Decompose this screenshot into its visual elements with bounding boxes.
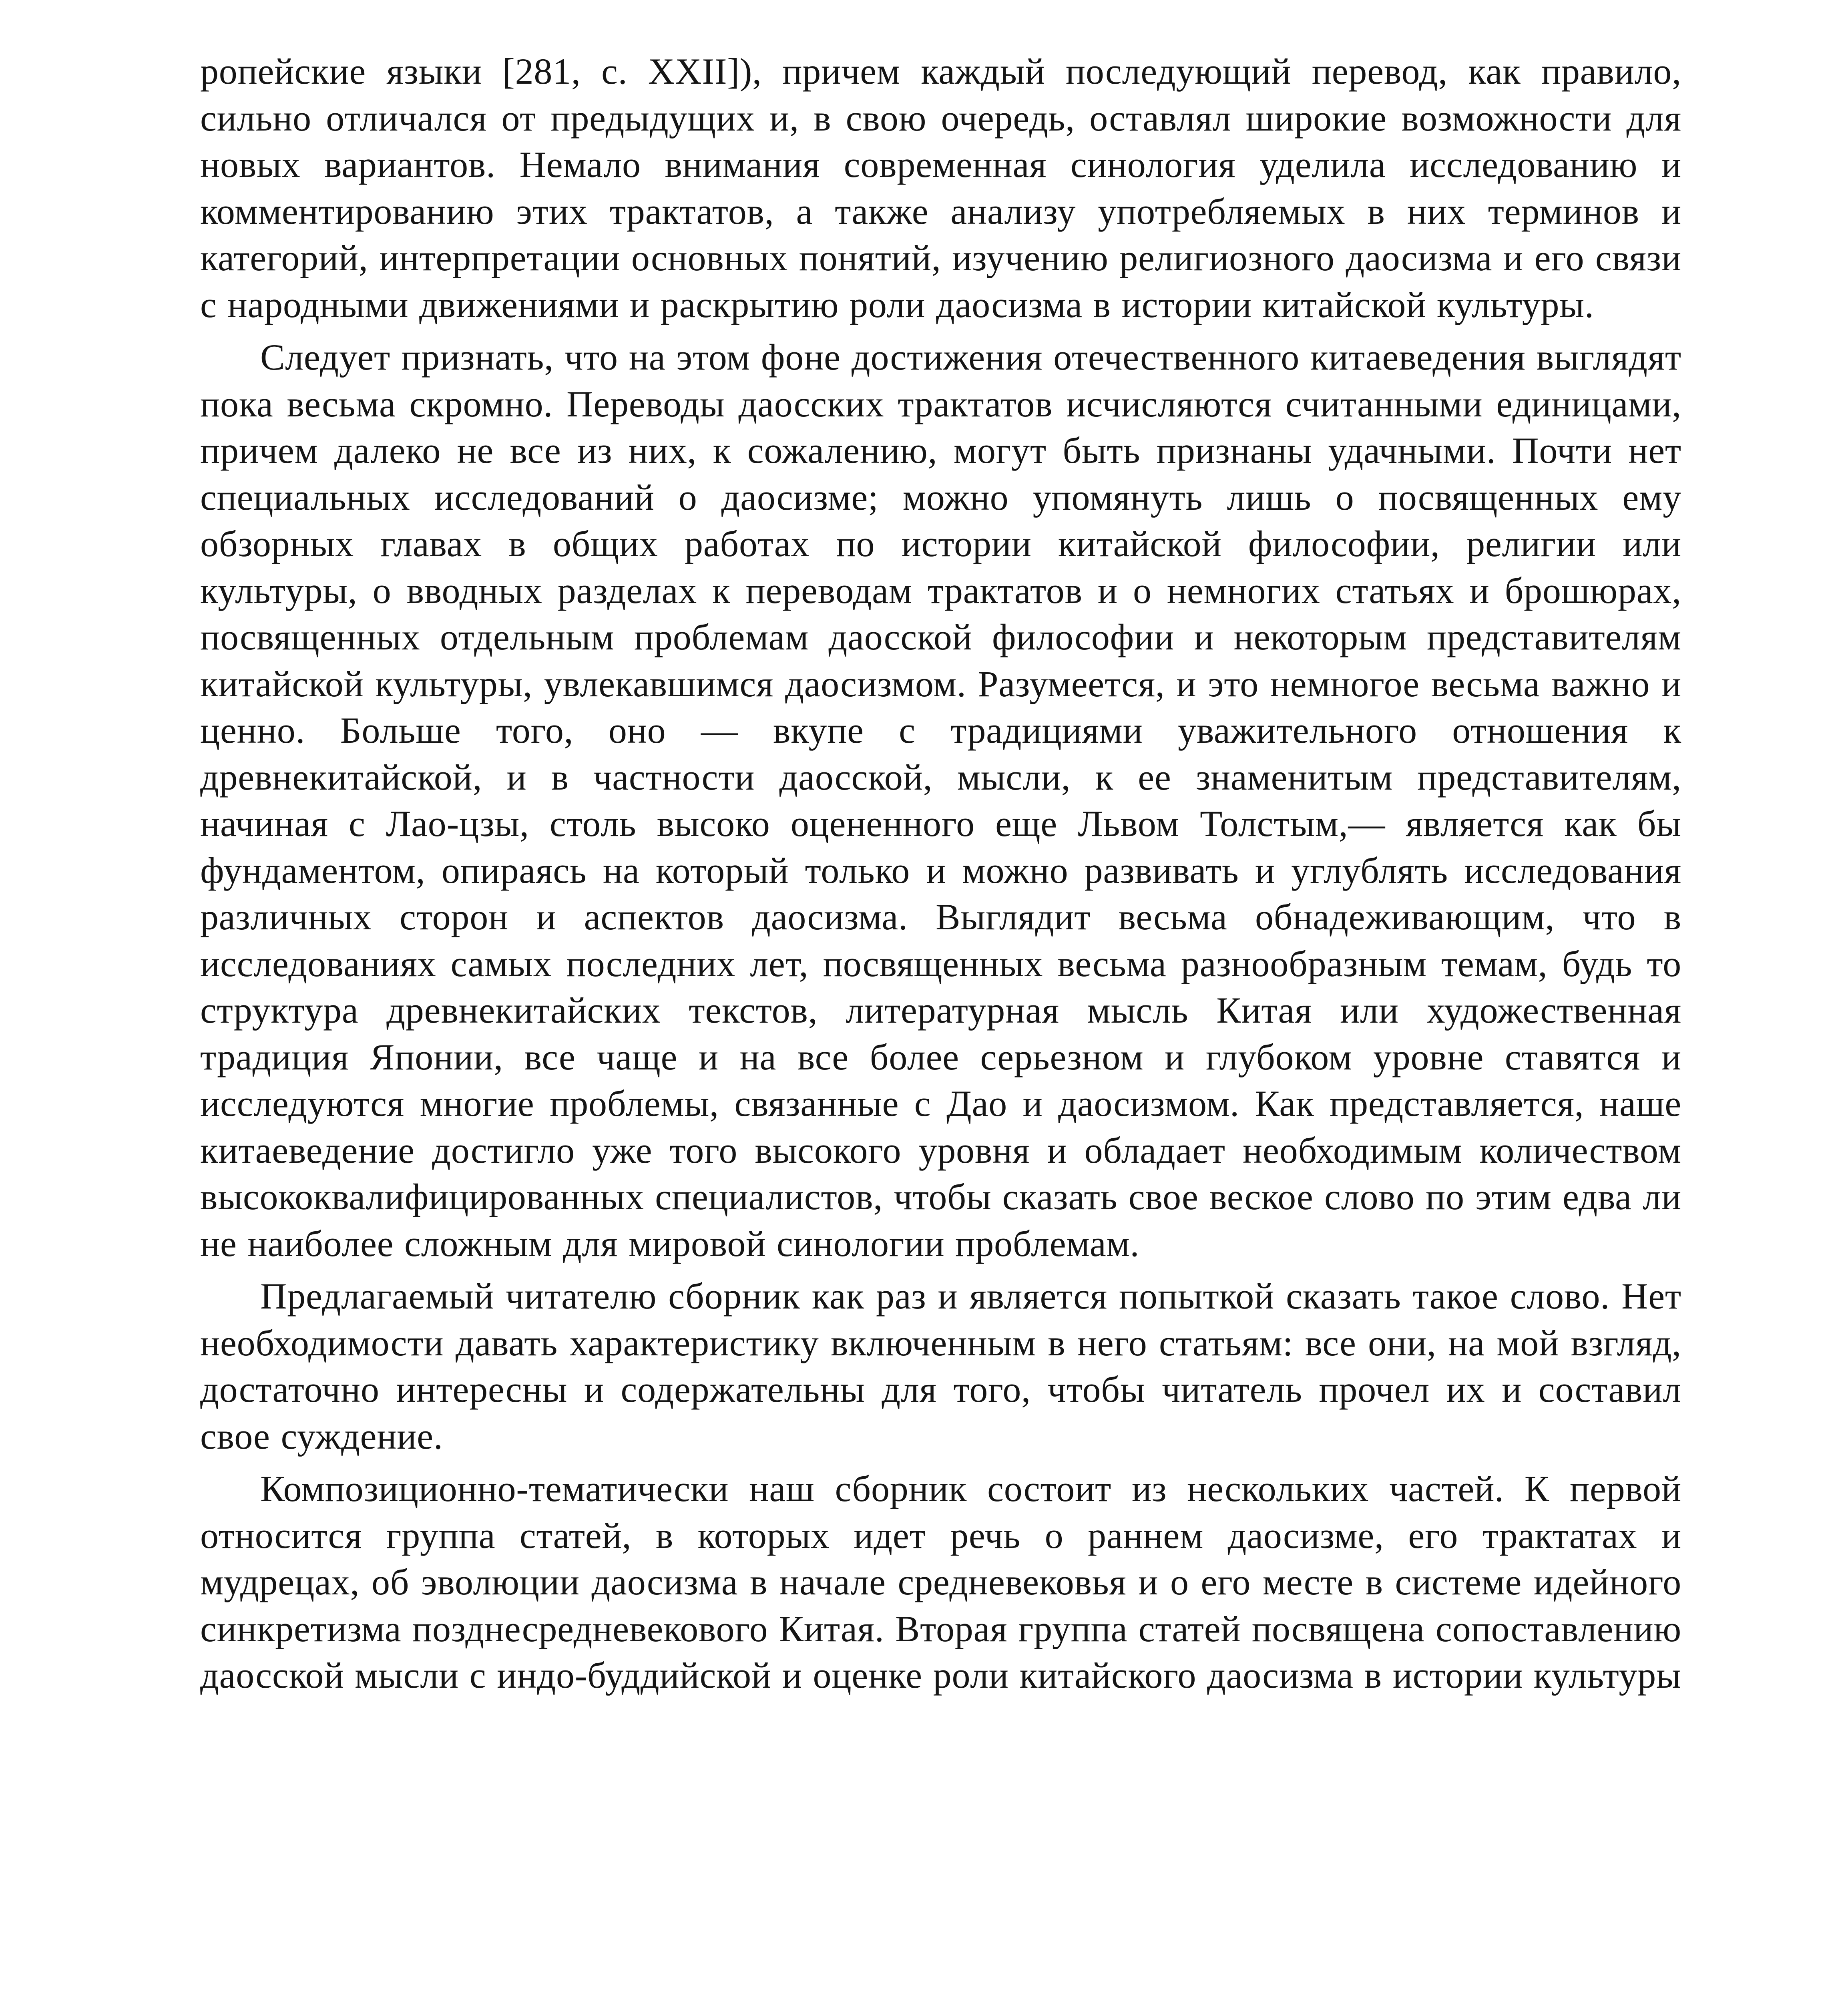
body-text	[200, 48, 1681, 1705]
paragraph-1: ропейские языки [281, с. XXII]), причем каждый последующий перевод, как правило, сильно отличался от предыдущих и, в свою очередь, оставлял широкие возможности для новых вариантов. Немало внимания современная синология уделила исследованию и комментированию этих трактатов, а также анализу употребляемых в них терминов и категорий, интерпретации основных понятий, изучению религиозного даосизма и его связи с народными движениями и раскрытию роли даосизма в истории китайской культуры.	[200, 51, 1681, 325]
paragraph-4: Композиционно-тематически наш сборник состоит из нескольких частей. К первой относится группа статей, в которых идет речь о раннем даосизме, его трактатах и мудрецах, об эволюции даосизма в начале средневековья и о его месте в системе идейного синкретизма позднесредневекового Китая. Вторая группа статей посвящена сопоставлению даосской мысли с индо-буддийской и оценке роли китайского даосизма в истории культуры	[200, 1468, 1681, 1696]
paragraph-2: Следует признать, что на этом фоне достижения отечественного китаеведения выглядят пока весьма скромно. Переводы даосских трактатов исчисляются считанными единицами, причем далеко не все из них, к сожалению, могут быть признаны удачными. Почти нет специальных исследований о даосизме; можно упомянуть лишь о посвященных ему обзорных главах в общих работах по истории китайской философии, религии или культуры, о вводных разделах к переводам трактатов и о немногих статьях и брошюрах, посвященных отдельным проблемам даосской философии и некоторым представителям китайской культуры, увлекавшимся даосизмом. Разумеется, и это немногое весьма важно и ценно. Больше того, оно — вкупе с традициями уважительного отношения к древнекитайской, и в частности даосской, мысли, к ее знаменитым представителям, начиная с Лао-цзы, столь высоко оцененного еще Львом Толстым,— является как бы фундаментом, опираясь на который только и можно развивать и углублять исследования различных сторон и аспектов даосизма. Выглядит весьма обнадеживающим, что в исследованиях самых последних лет, посвященных весьма разнообразным темам, будь то структура древнекитайских текстов, литературная мысль Китая или художественная традиция Японии, все чаще и на все более серьезном и глубоком уровне ставятся и исследуются многие проблемы, связанные с Дао и даосизмом. Как представляется, наше китаеведение достигло уже того высокого уровня и обладает необходимым количеством высококвалифицированных специалистов, чтобы сказать свое веское слово по этим едва ли не наиболее сложным для мировой синологии проблемам.	[200, 337, 1681, 1264]
paragraph-3: Предлагаемый читателю сборник как раз и является попыткой сказать такое слово. Нет необходимости давать характеристику включенным в него статьям: все они, на мой взгляд, достаточно интересны и содержательны для того, чтобы читатель прочел их и составил свое суждение.	[200, 1276, 1681, 1457]
